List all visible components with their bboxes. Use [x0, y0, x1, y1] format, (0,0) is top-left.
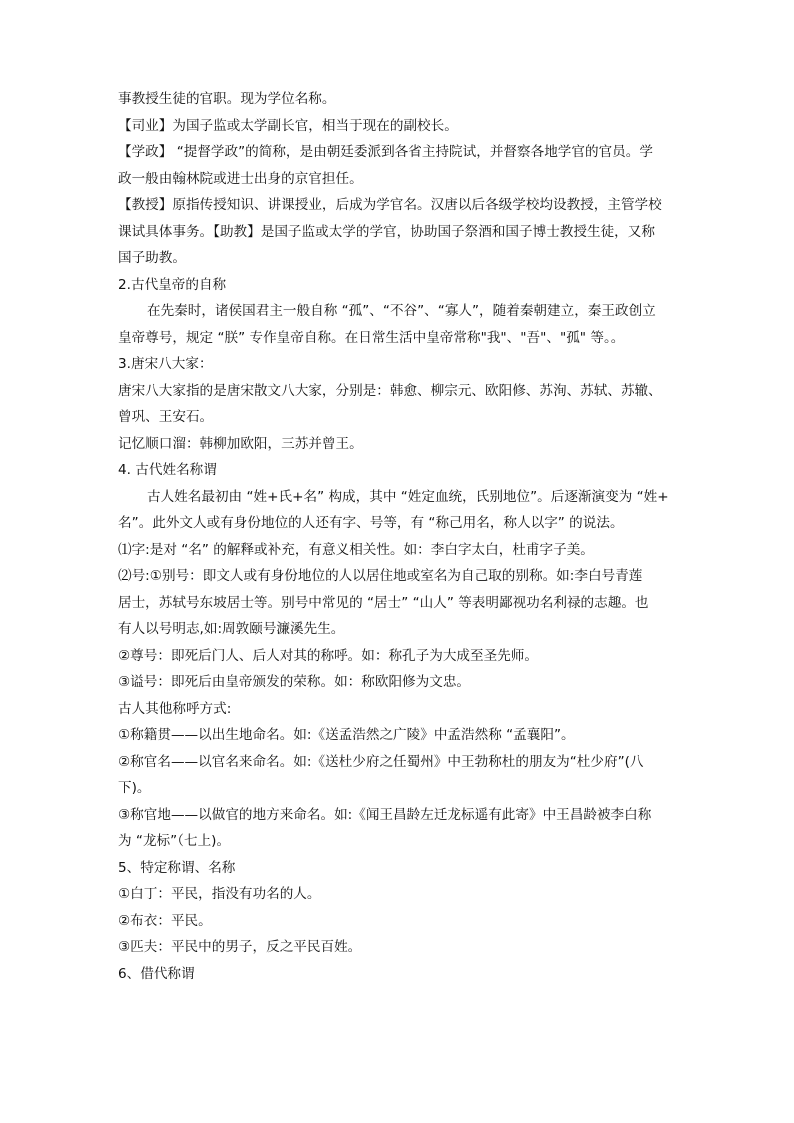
- text-line: 古人其他称呼方式:: [118, 700, 232, 717]
- text-line: ⑵号:①别号：即文人或有身份地位的人以居住地或室名为自己取的别称。如:李白号青莲: [118, 568, 643, 584]
- text-line: ①称籍贯——以出生地命名。如:《送孟浩然之广陵》中孟浩然称 “孟襄阳”。: [118, 727, 575, 743]
- text-line: 下)。: [118, 780, 151, 796]
- text-line: 国子助教。: [118, 250, 186, 266]
- text-line: ②尊号：即死后门人、后人对其的称呼。如：称孔子为大成至圣先师。: [118, 647, 538, 664]
- section-heading: 4. 古代姓名称谓: [118, 462, 217, 478]
- text-line: 事教授生徒的官职。现为学位名称。: [118, 91, 336, 107]
- section-heading: 5、特定称谓、名称: [118, 859, 236, 876]
- text-line: 记忆顺口溜：韩柳加欧阳，三苏并曾王。: [118, 435, 363, 452]
- text-line: ②称官名——以官名来命名。如:《送杜少府之任蜀州》中王勃称杜的朋友为“杜少府”(八: [118, 753, 644, 770]
- text-line: 皇帝尊号，规定 “朕” 专作皇帝自称。在日常生活中皇帝常称"我"、"吾"、"孤" 等。。: [118, 329, 625, 346]
- text-line: 政一般由翰林院或进士出身的京官担任。: [118, 170, 363, 187]
- text-line: 名”。此外文人或有身份地位的人还有字、号等，有 “称己用名，称人以字” 的说法。: [118, 515, 624, 531]
- section-heading: 2.古代皇帝的自称: [118, 276, 227, 293]
- section-heading: 6、借代称谓: [118, 965, 195, 982]
- section-heading: 3.唐宋八大家：: [118, 356, 213, 372]
- text-line: 【司业】为国子监或太学副长官，相当于现在的副校长。: [118, 117, 458, 134]
- text-line: ⑴字:是对 “名” 的解释或补充，有意义相关性。如：李白字太白，杜甫字子美。: [118, 541, 594, 558]
- text-line: ②布衣：平民。: [118, 912, 212, 929]
- text-line: ①白丁：平民，指没有功名的人。: [118, 886, 321, 902]
- text-line: 【学政】 “提督学政”的简称，是由朝廷委派到各省主持院试，并督察各地学官的官员。学: [118, 144, 653, 160]
- text-line: 唐宋八大家指的是唐宋散文八大家，分别是：韩愈、柳宗元、欧阳修、苏洵、苏轼、苏辙、: [118, 382, 662, 399]
- text-line: 【教授】原指传授知识、讲课授业，后成为学官名。汉唐以后各级学校均设教授，主管学校: [118, 197, 662, 213]
- text-line: ③称官地——以做官的地方来命名。如:《闻王昌龄左迁龙标遥有此寄》中王昌龄被李白称: [118, 806, 652, 823]
- text-line: 曾巩、王安石。: [118, 409, 214, 425]
- text-line: ③匹夫：平民中的男子，反之平民百姓。: [118, 939, 362, 955]
- text-line: ③谥号：即死后由皇帝颁发的荣称。如：称欧阳修为文忠。: [118, 674, 471, 690]
- text-line: 古人姓名最初由 “姓+氏+名” 构成，其中 “姓定血统，氏别地位”。后逐渐演变为 “姓+: [147, 488, 669, 505]
- text-line: 在先秦时，诸侯国君主一般自称 “孤”、“不谷”、“寡人”，随着秦朝建立，秦王政创立: [147, 303, 656, 319]
- document-body: [118, 90, 688, 991]
- text-line: 为 “龙标”（七上)。: [118, 833, 231, 849]
- text-line: 课试具体事务。【助教】是国子监或太学的学官，协助国子祭酒和国子博士教授生徒，又称: [118, 223, 655, 240]
- text-line: 有人以号明志,如:周敦颐号濂溪先生。: [118, 621, 345, 637]
- text-line: 居士，苏轼号东坡居士等。别号中常见的 “居士” “山人” 等表明鄙视功名利禄的志趣。也: [118, 594, 649, 611]
